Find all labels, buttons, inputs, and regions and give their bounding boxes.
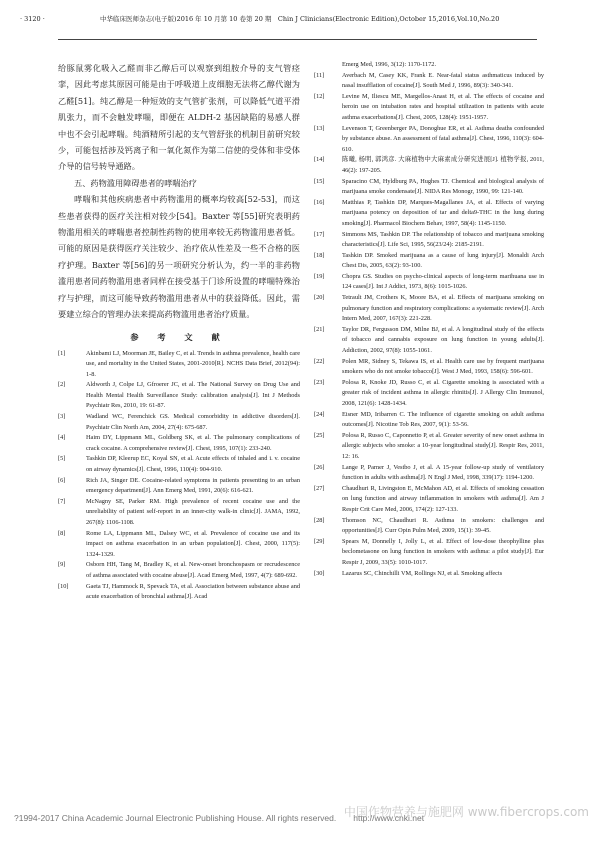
reference-item — [58, 349, 300, 381]
header-rule — [58, 39, 537, 40]
reference-number: [28] — [314, 516, 325, 524]
reference-text: Sparacino CM, Hyldburg PA, Hughes TJ. Chemical and biological analysis of marijuana smoke condensate[J]. NIDA Res Monogr, 1990, 99: 121-140. — [342, 177, 544, 196]
reference-item — [314, 230, 544, 251]
reference-text: Taylor DR, Fergusson DM, Milne BJ, et al. A longitudinal study of the effects of tobacco and cannabis exposure on lung function in young adults[J]. Addiction, 2002, 97(8): 1055-1061. — [342, 325, 544, 355]
reference-text: Chaudhuri R, Livingston E, McMahon AD, et al. Effects of smoking cessation on lung function and airway inflammation in smokers with asthma[J]. Am J Respir Crit Care Med, 2006, 174(2): 127-133. — [342, 484, 544, 513]
reference-text: Lazarus SC, Chinchilli VM, Rollings NJ, et al. Smoking affects — [342, 569, 503, 577]
reference-text: Akinbami LJ, Moorman JE, Bailey C, et al. Trends in asthma prevalence, health care use, and mortality in the United States, 2001-2010[R]. NCHS Data Brief, 2012(94): 1-8. — [86, 349, 300, 378]
reference-item — [58, 380, 300, 412]
reference-text: Rich JA, Singer DE. Cocaine-related symptoms in patients presenting to an urban emergency department[J]. Ann Emerg Med, 1991, 20(6): 616-621. — [86, 476, 300, 495]
reference-item — [314, 484, 544, 516]
reference-text: Averbach M, Casey KK, Frank E. Near-fatal status asthmaticus induced by nasal insufflation of cocaine[J]. South Med J, 1996, 89(3): 340-341. — [342, 71, 544, 90]
reference-item — [314, 537, 544, 569]
reference-number: [29] — [314, 537, 325, 545]
reference-number: [22] — [314, 357, 325, 365]
reference-text: Tashkin DP, Kleerup EC, Koyal SN, et al. Acute effects of inhaled and i. v. cocaine on airway dynamics[J]. Chest, 1996, 110(4): 904-910. — [86, 455, 300, 474]
reference-number: [30] — [314, 569, 325, 577]
reference-item — [314, 71, 544, 92]
reference-item — [58, 497, 300, 529]
reference-item — [314, 198, 544, 230]
right-column — [314, 60, 544, 800]
running-header — [20, 14, 575, 28]
reference-text: Osborn HH, Tang M, Bradley K, et al. New-onset bronchospasm or recrudescence of asthma associated with cocaine abuse[J]. Acad Emerg Med, 1997, 4(7): 689-692. — [86, 561, 300, 579]
reference-text: Polen MR, Sidney S, Tekawa IS, et al. Health care use by frequent marijuana smokers who do not smoke tobacco[J]. West J Med, 1993, 158(6): 596-601. — [342, 357, 544, 376]
reference-number: [12] — [314, 92, 325, 100]
reference-number: [10] — [58, 582, 69, 590]
reference-text: Eisner MD, Iribarren C. The influence of cigarette smoking on adult asthma outcomes[J]. Nicotine Tob Res, 2007, 9(1): 53-56. — [342, 410, 544, 429]
reference-text: Tetrault JM, Crothers K, Moore BA, et al. Effects of marijuana smoking on pulmonary function and respiratory complications: a systematic review[J]. Arch Intern Med, 2007, 167(3): 221-228. — [342, 294, 544, 323]
reference-item — [58, 454, 300, 475]
reference-item — [58, 476, 300, 497]
reference-text: Lange P, Parner J, Vestbo J, et al. A 15-year follow-up study of ventilatory function in adults with asthma[J]. N Engl J Med, 1998, 339(17): 1194-1200. — [342, 463, 544, 482]
reference-item — [314, 378, 544, 410]
references-heading: 参 考 文 献 — [130, 331, 228, 342]
reference-text: Aldworth J, Colpe LJ, Gfroerer JC, et al. The National Survey on Drug Use and Health Mental Health Surveillance Study: calibration analysis[J]. Int J Methods Psychiatr Res, 2010, 19: 61-87. — [86, 381, 300, 410]
reference-list-right — [314, 60, 544, 579]
reference-item — [314, 251, 544, 272]
reference-item — [314, 325, 544, 357]
reference-text: Gaeta TJ, Hammock R, Spevack TA, et al. Association between substance abuse and acute exacerbation of bronchial asthma[J]. Acad — [86, 582, 300, 601]
reference-number — [314, 60, 342, 71]
reference-number: [16] — [314, 198, 325, 206]
reference-text: Spears M, Donnelly I, Jolly L, et al. Effect of low-dose theophylline plus beclometasone on lung function in smokers with asthma: a pilot study[J]. Eur Respir J, 2009, 33(5): 1010-1017. — [342, 537, 544, 566]
reference-number: [23] — [314, 378, 325, 386]
reference-text: Polosa R, Russo C, Caponnetto P, et al. Greater severity of new onset asthma in allergic subjects who smoke: a 10-year longitudinal study[J]. Respir Res, 2011, 12: 16. — [342, 431, 544, 460]
reference-item — [314, 177, 544, 198]
reference-item — [58, 582, 300, 603]
reference-number: [4] — [58, 434, 66, 442]
body-text-before — [58, 60, 300, 175]
reference-number: [15] — [314, 177, 325, 185]
reference-text: Wadland WC, Ferenchick GS. Medical comorbidity in addictive disorders[J]. Psychiatr Clin North Am, 2004, 27(4): 675-687. — [86, 413, 300, 431]
reference-number: [26] — [314, 463, 325, 471]
reference-number: [25] — [314, 431, 325, 439]
copyright-footer: ?1994-2017 China Academic Journal Electronic Publishing House. All rights reserved. http://www.cnki.net — [14, 813, 425, 823]
section-title: 五、药物滥用障碍患者的哮喘治疗 — [74, 177, 197, 188]
reference-item — [314, 410, 544, 431]
paragraph: 哮喘和其他疾病患者中药物滥用的概率均较高[52-53]，而这些患者获得的医疗关注相对较少[54]。Baxter 等[55]研究表明药物滥用相关的哮喘患者控制性药物的使用率较无药物滥用患者低。可能的原因是获得医疗关注较少、治疗依从性差及一些不合格的医疗护理。Baxter 等[56]的另一项研究分析认为，约一半的非药物滥用患者同药物滥用患者同样在接受基于门诊所设置的哮喘特殊治疗与护理，而这可能导致药物滥用患者从中的获益降低。因此，需要建立综合的管理办法来提高药物滥用患者治疗质量。 — [58, 194, 300, 320]
reference-list-left — [58, 349, 300, 603]
paragraph: 给豚鼠雾化吸入乙醛而非乙醇后可以观察到组胺介导的支气管痉挛，因此考虑其原因可能是由于呼吸道上皮细胞无法将乙醇代谢为乙醛[51]。纯乙醇是一种短效的支气管扩张剂，可以降低气道平滑肌张力，而不会触发哮喘，即便在 ALDH-2 基因缺陷的易感人群中也不会引起哮喘。纯酒精所引起的支气管舒张的机制目前研究较少，可能包括涉及钙离子和一氧化氮作为第二信使的受体和非受体介导的信号转导通路。 — [58, 63, 300, 172]
reference-number: [8] — [58, 529, 66, 537]
reference-number: [1] — [58, 349, 66, 357]
reference-number: [3] — [58, 413, 66, 421]
reference-text: Simmons MS, Tashkin DP. The relationship of tobacco and marijuana smoking characteristics[J]. Life Sci, 1995, 56(23/24): 2185-2191. — [342, 230, 544, 249]
reference-text: Tashkin DP. Smoked marijuana as a cause of lung injury[J]. Monaldi Arch Chest Dis, 2005, 63(2): 93-100. — [342, 251, 544, 270]
reference-text: Haim DY, Lippmann ML, Goldberg SK, et al. The pulmonary complications of crack cocaine. A comprehensive review[J]. Chest, 1995, 107(1): 233-240. — [86, 434, 300, 452]
reference-item — [314, 124, 544, 156]
reference-item — [58, 560, 300, 581]
reference-number: [6] — [58, 476, 66, 484]
reference-item — [314, 293, 544, 325]
reference-number: [2] — [58, 381, 66, 389]
left-column — [58, 60, 300, 800]
reference-item — [58, 433, 300, 454]
reference-number: [5] — [58, 455, 66, 463]
reference-number: [19] — [314, 272, 325, 280]
reference-item — [314, 357, 544, 378]
reference-number: [20] — [314, 294, 325, 302]
watermark: 中国作物营养与施肥网 www.fibercrops.com — [343, 805, 589, 819]
reference-text: Emerg Med, 1996, 3(12): 1170-1172. — [342, 61, 437, 68]
reference-text: Chopra GS. Studies on psycho-clinical aspects of long-term marihuana use in 124 cases[J]. Int J Addict, 1973, 8(6): 1015-1026. — [342, 272, 544, 291]
reference-item — [314, 463, 544, 484]
reference-item — [58, 412, 300, 433]
reference-number: [14] — [314, 156, 325, 164]
reference-item — [314, 431, 544, 463]
reference-item — [314, 155, 544, 176]
reference-number: [21] — [314, 325, 325, 333]
reference-item — [314, 272, 544, 293]
reference-item — [314, 569, 544, 580]
reference-number: [11] — [314, 71, 325, 79]
reference-text: McNagny SE, Parker RM. High prevalence of recent cocaine use and the unreliability of patient self-report in an inner-city walk-in clinic[J]. JAMA, 1992, 267(8): 1106-1108. — [86, 497, 300, 526]
reference-number: [24] — [314, 410, 325, 418]
reference-item — [314, 60, 544, 71]
reference-text: Matthias P, Tashkin DP, Marques-Magallanes JA, et al. Effects of varying marijuana potency on deposition of tar and delta9-THC in the lung during smoking[J]. Pharmacol Biochem Behav, 1997, 58(4): 1145-1150. — [342, 198, 544, 227]
reference-number: [18] — [314, 251, 325, 259]
reference-text: 陈曦, 杨明, 郭鸿彦. 大麻植物中大麻素成分研究进展[J]. 植物学报, 2011, 46(2): 197-205. — [342, 156, 544, 174]
reference-item — [314, 516, 544, 537]
reference-number: [27] — [314, 484, 325, 492]
reference-item — [58, 529, 300, 561]
reference-number: [13] — [314, 124, 325, 132]
reference-text: Polosa R, Knoke JD, Russo C, et al. Cigarette smoking is associated with a greater risk of incident asthma in allergic rhinitis[J]. J Allergy Clin Immunol, 2008, 121(6): 1428-1434. — [342, 378, 544, 407]
reference-item — [314, 92, 544, 124]
reference-number: [7] — [58, 497, 66, 505]
page-number: · 3120 · — [20, 15, 45, 23]
reference-text: Thomson NC, Chaudhuri R. Asthma in smokers: challenges and opportunities[J]. Curr Opin Pulm Med, 2009, 15(1): 39-45. — [342, 516, 544, 535]
reference-number: [17] — [314, 230, 325, 238]
journal-header-title: 中华临床医师杂志(电子版)2016 年 10 月第 10 卷第 20 期 Chin J Clinicians(Electronic Edition),October 15,2016,Vol.10,No.20 — [100, 15, 500, 23]
reference-text: Levine M, Iliescu ME, Margellos-Anast H, et al. The effects of cocaine and heroin use on intubation rates and hospital utilization in patients with acute asthma exacerbations[J]. Chest, 2005, 128(4): 1951-1957. — [342, 92, 544, 121]
reference-number: [9] — [58, 561, 66, 569]
reference-text: Levenson T, Greenberger PA, Donoghue ER, et al. Asthma deaths confounded by substance abuse. An assessment of fatal asthma[J]. Chest, 1996, 110(3): 604-610. — [342, 124, 544, 153]
body-text-after — [58, 191, 300, 322]
reference-text: Rome LA, Lippmann ML, Dalsey WC, et al. Prevalence of cocaine use and its impact on asthma exacerbation in an urban population[J]. Chest, 2000, 117(5): 1324-1329. — [86, 529, 300, 558]
